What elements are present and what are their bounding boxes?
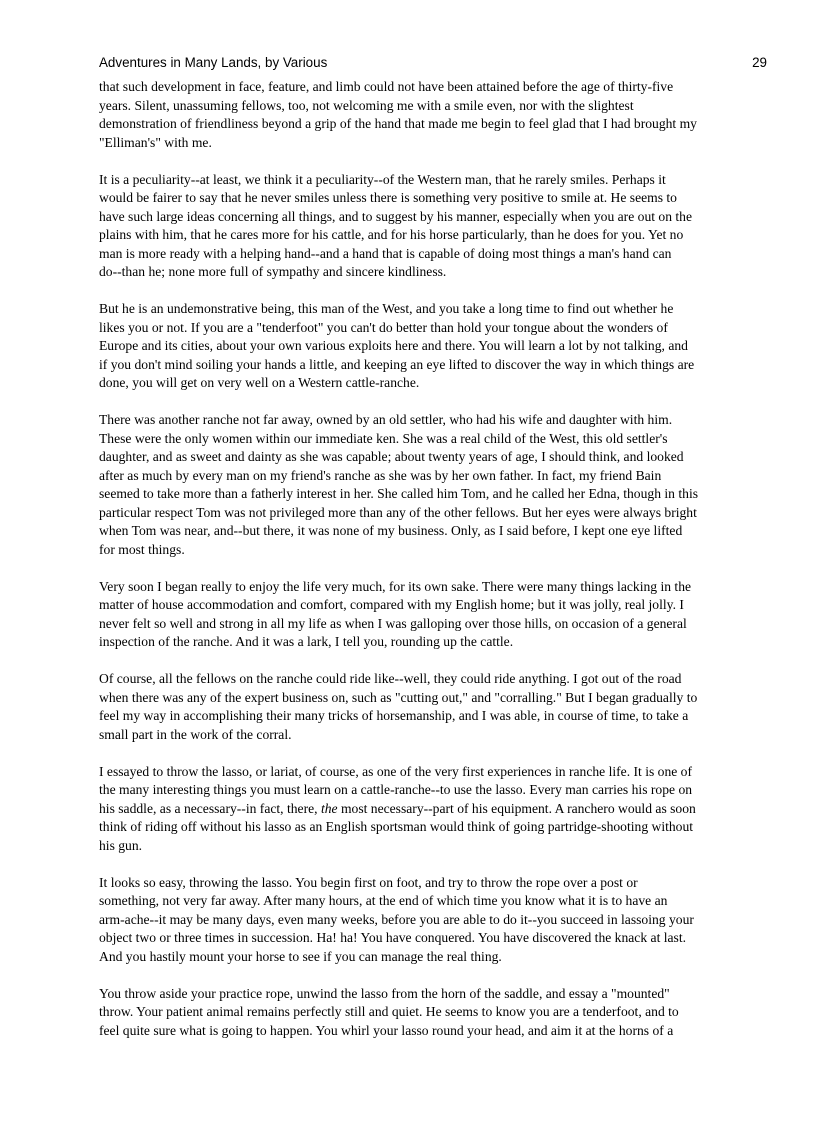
- paragraph: There was another ranche not far away, owned by an old settler, who had his wife and daughter with him. These were the only women within our immediate ken. She was a real child of the West, this old settler's daughter, and as sweet and dainty as she was capable; about twenty years of age, I should think, and looked after as much by every man on my friend's ranche as she was by her own father. In fact, my friend Bain seemed to take more than a fatherly interest in her. She called him Tom, and he called her Edna, though in this particular respect Tom was not privileged more than any of the other fellows. But her eyes were always bright when Tom was near, and--but there, it was none of my business. Only, as I said before, I kept one eye lifted for most things.: [99, 412, 699, 557]
- paragraph: But he is an undemonstrative being, this man of the West, and you take a long time to find out whether he likes you or not. If you are a "tenderfoot" you can't do better than hold your tongue about the wonders of Europe and its cities, about your own various exploits here and there. You will learn a lot by not talking, and if you don't mind soiling your hands a little, and keeping an eye lifted to discover the way in which things are done, you will get on very well on a Western cattle-ranche.: [99, 301, 695, 390]
- paragraph: You throw aside your practice rope, unwind the lasso from the horn of the saddle, and essay a "mounted" throw. Your patient animal remains perfectly still and quiet. He seems to know you are a tenderfoot, and to feel quite sure what is going to happen. You whirl your lasso round your head, and aim it at the horns of a: [99, 985, 679, 1038]
- paragraph: It looks so easy, throwing the lasso. You begin first on foot, and try to throw the rope over a post or something, not very far away. After many hours, at the end of which time you know what it is to have an arm-ache--it may be many days, even many weeks, before you are able to do it--you succeed in lassoing your object two or three times in succession. Ha! ha! You have conquered. You have discovered the knack at last. And you hastily mount your horse to see if you can manage the real thing.: [99, 874, 694, 964]
- paragraph: Very soon I began really to enjoy the life very much, for its own sake. There were many things lacking in the matter of house accommodation and comfort, compared with my English home; but it was jolly, real jolly. I never felt so well and strong in all my life as when I was galloping over those hills, on occasion of a general inspection of the ranche. And it was a lark, I tell you, rounding up the cattle.: [99, 578, 692, 649]
- paragraph-text: I essayed to throw the lasso, or lariat, of course, as one of the very first experiences in ranche life. It is one of the many interesting things you must learn on a cattle-ranche--to use the lasso. Every man carries his rope on his saddle, as a necessary--in fact, there,: [99, 763, 693, 816]
- paragraph: Of course, all the fellows on the ranche could ride like--well, they could ride anything. I got out of the road when there was any of the expert business on, such as "cutting out," and "corralling." But I began gradually to feel my way in accomplishing their many tricks of horsemanship, and I was able, in course of time, to take a small part in the work of the corral.: [99, 671, 698, 742]
- book-title: Adventures in Many Lands, by Various: [99, 55, 328, 70]
- paragraph-lasso: [99, 763, 767, 856]
- paragraph: that such development in face, feature, and limb could not have been attained before the age of thirty-five years. Silent, unassuming fellows, too, not welcoming me with a smile even, nor with the slightest demonstration of friendliness beyond a grip of the hand that made me begin to feel glad that I had brought my "Elliman's" with me.: [99, 79, 697, 150]
- page-body: [99, 78, 767, 1040]
- paragraph-text: most necessary--part of his equipment. A ranchero would as soon think of riding off without his lasso as an English sportsman would think of going partridge-shooting without his gun.: [99, 800, 696, 853]
- paragraph: It is a peculiarity--at least, we think it a peculiarity--of the Western man, that he rarely smiles. Perhaps it would be fairer to say that he never smiles unless there is something very positive to smile at. He seems to have such large ideas concerning all things, and to suggest by his manner, especially when you are out on the plains with him, that he cares more for his cattle, and for his horse particularly, than he does for you. Yet no man is more ready with a helping hand--and a hand that is capable of doing most things a man's hand can do--than he; none more full of sympathy and sincere kindliness.: [99, 171, 693, 279]
- emphasized-word: the: [320, 800, 338, 816]
- page-header: [99, 54, 767, 72]
- page-number: 29: [752, 55, 767, 70]
